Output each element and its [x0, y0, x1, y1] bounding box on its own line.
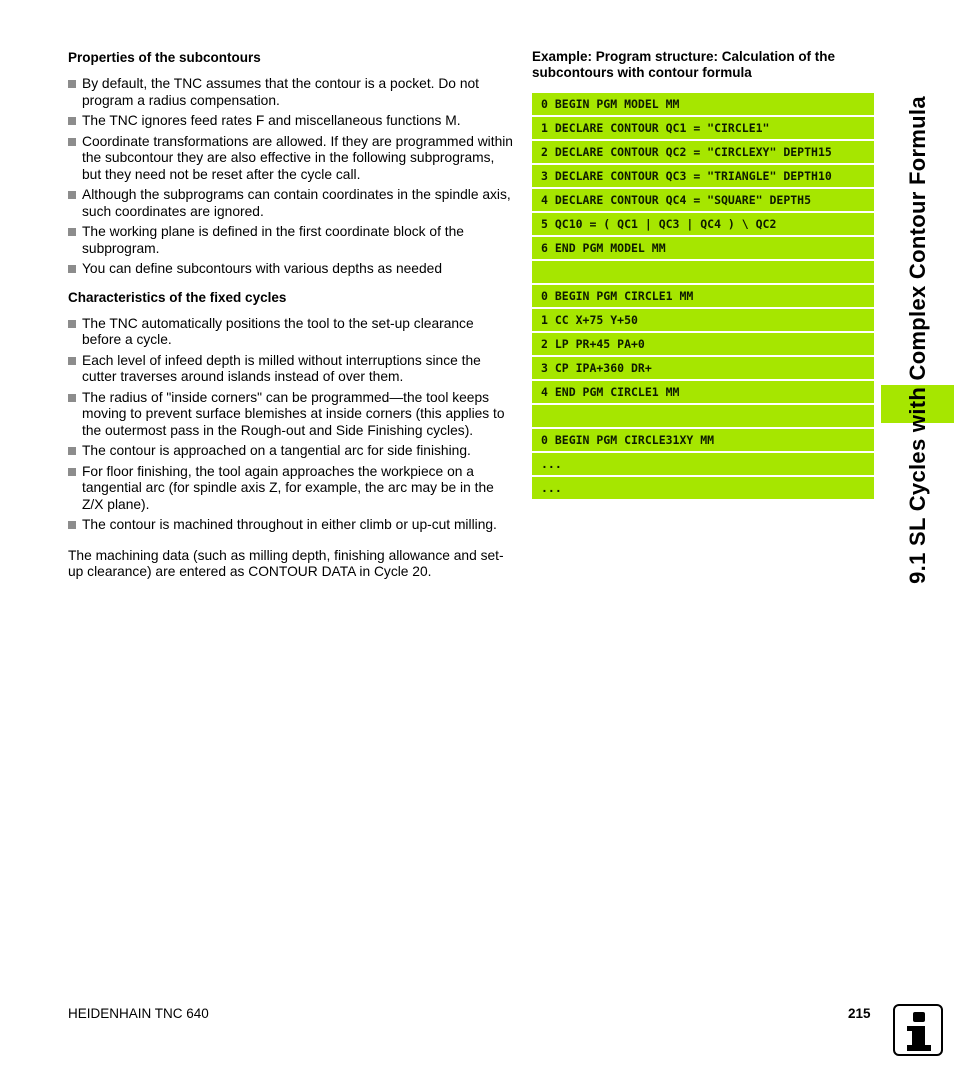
code-line: 6 END PGM MODEL MM	[532, 237, 874, 259]
example-heading: Example: Program structure: Calculation of the subcontours with contour formula	[532, 49, 836, 80]
section-heading-characteristics: Characteristics of the fixed cycles	[68, 289, 287, 305]
bullet-square-icon	[68, 468, 76, 476]
list-item: The contour is machined throughout in either climb or up-cut milling.	[68, 517, 514, 534]
bullet-square-icon	[68, 265, 76, 273]
info-icon-dot	[913, 1012, 925, 1022]
section-heading-properties: Properties of the subcontours	[68, 50, 261, 65]
info-icon-base	[907, 1045, 931, 1051]
list-item: Coordinate transformations are allowed. If they are programmed within the subcontour they are also effective in the following subprograms, but they need not be reset after the cycle call.	[68, 134, 514, 184]
bullet-square-icon	[68, 357, 76, 365]
code-line: 0 BEGIN PGM CIRCLE31XY MM	[532, 429, 874, 451]
bullet-square-icon	[68, 80, 76, 88]
code-line: ...	[532, 477, 874, 499]
chapter-marker-bar	[936, 385, 954, 423]
properties-list	[68, 76, 514, 278]
list-item: Each level of infeed depth is milled without interruptions since the cutter traverses around islands instead of over them.	[68, 353, 514, 386]
bullet-square-icon	[68, 320, 76, 328]
code-line: 3 DECLARE CONTOUR QC3 = "TRIANGLE" DEPTH10	[532, 165, 874, 187]
code-line: 5 QC10 = ( QC1 | QC3 | QC4 ) \ QC2	[532, 213, 874, 235]
code-line: 1 DECLARE CONTOUR QC1 = "CIRCLE1"	[532, 117, 874, 139]
code-line: 4 END PGM CIRCLE1 MM	[532, 381, 874, 403]
code-line-blank	[532, 261, 874, 283]
list-item: You can define subcontours with various depths as needed	[68, 261, 514, 278]
list-item: The TNC ignores feed rates F and miscellaneous functions M.	[68, 113, 514, 130]
page-number: 215	[848, 1006, 871, 1021]
list-item: For floor finishing, the tool again approaches the workpiece on a tangential arc (for spindle axis Z, for example, the arc may be in the Z/X plane).	[68, 464, 514, 514]
right-column	[532, 49, 874, 501]
bullet-square-icon	[68, 117, 76, 125]
chapter-side-tab	[881, 0, 954, 1091]
code-line-blank	[532, 405, 874, 427]
list-item: The contour is approached on a tangential arc for side finishing.	[68, 443, 514, 460]
list-item: By default, the TNC assumes that the contour is a pocket. Do not program a radius compensation.	[68, 76, 514, 109]
bullet-square-icon	[68, 447, 76, 455]
code-line: 0 BEGIN PGM MODEL MM	[532, 93, 874, 115]
code-line: 3 CP IPA+360 DR+	[532, 357, 874, 379]
closing-paragraph: The machining data (such as milling depth, finishing allowance and set-up clearance) are entered as CONTOUR DATA in Cycle 20.	[68, 547, 504, 579]
bullet-square-icon	[68, 191, 76, 199]
code-line: 4 DECLARE CONTOUR QC4 = "SQUARE" DEPTH5	[532, 189, 874, 211]
chapter-title: 9.1 SL Cycles with Complex Contour Formula	[904, 96, 930, 584]
code-line: 1 CC X+75 Y+50	[532, 309, 874, 331]
list-item: The working plane is defined in the first coordinate block of the subprogram.	[68, 224, 514, 257]
list-item: Although the subprograms can contain coordinates in the spindle axis, such coordinates are ignored.	[68, 187, 514, 220]
code-line: 0 BEGIN PGM CIRCLE1 MM	[532, 285, 874, 307]
program-listing	[532, 93, 874, 499]
info-icon	[893, 1004, 943, 1056]
footer-manual-title: HEIDENHAIN TNC 640	[68, 1006, 209, 1021]
bullet-square-icon	[68, 228, 76, 236]
characteristics-list	[68, 316, 514, 534]
bullet-square-icon	[68, 394, 76, 402]
list-item: The TNC automatically positions the tool to the set-up clearance before a cycle.	[68, 316, 514, 349]
code-line: 2 LP PR+45 PA+0	[532, 333, 874, 355]
code-line: 2 DECLARE CONTOUR QC2 = "CIRCLEXY" DEPTH15	[532, 141, 874, 163]
list-item: The radius of "inside corners" can be programmed—the tool keeps moving to prevent surface blemishes at inside corners (this applies to the outermost pass in the Rough-out and Side Finishing cycles).	[68, 390, 514, 440]
bullet-square-icon	[68, 138, 76, 146]
bullet-square-icon	[68, 521, 76, 529]
left-column	[68, 50, 514, 581]
code-line: ...	[532, 453, 874, 475]
